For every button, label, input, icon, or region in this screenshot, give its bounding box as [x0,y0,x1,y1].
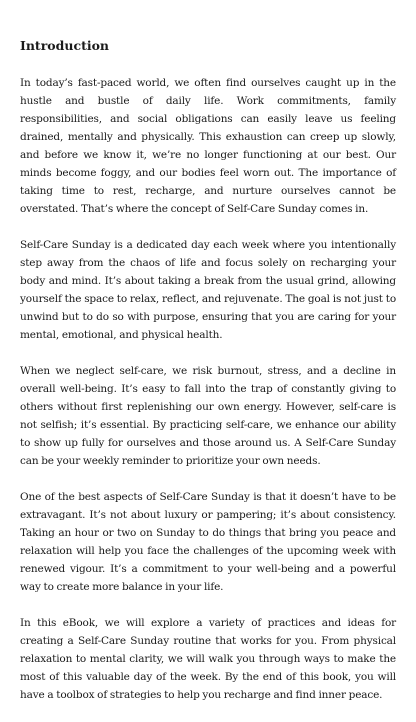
section-heading: Introduction [20,38,110,53]
paragraph-5: In this eBook, we will explore a variety of practices and ideas for creating a Self-Care Sunday routine that works for you. From physical relaxation to mental clarity, we will walk you through ways to make the most of this valuable day of the week. By the end of this book, you will have a toolbox of strategies to help you recharge and find inner peace. [20,617,396,701]
paragraph-1: In today’s fast-paced world, we often find ourselves caught up in the hustle and bustle of daily life. Work commitments, family responsibilities, and social obligations can easily leave us feeling drained, mentally and physically. This exhaustion can creep up slowly, and before we know it, we’re no longer functioning at our best. Our minds become foggy, and our bodies feel worn out. The importance of taking time to rest, recharge, and nurture ourselves cannot be overstated. That’s where the concept of Self-Care Sunday comes in. [20,77,396,215]
paragraph-3: When we neglect self-care, we risk burnout, stress, and a decline in overall well-being. It’s easy to fall into the trap of constantly giving to others without first replenishing our own energy. However, self-care is not selfish; it’s essential. By practicing self-care, we enhance our ability to show up fully for ourselves and those around us. A Self-Care Sunday can be your weekly reminder to prioritize your own needs. [20,365,396,467]
document-page [20,37,396,722]
paragraph-2: Self-Care Sunday is a dedicated day each week where you intentionally step away from the chaos of life and focus solely on recharging your body and mind. It’s about taking a break from the usual grind, allowing yourself the space to relax, reflect, and rejuvenate. The goal is not just to unwind but to do so with purpose, ensuring that you are caring for your mental, emotional, and physical health. [20,239,396,341]
paragraph-4: One of the best aspects of Self-Care Sunday is that it doesn’t have to be extravagant. It’s not about luxury or pampering; it’s about consistency. Taking an hour or two on Sunday to do things that bring you peace and relaxation will help you face the challenges of the upcoming week with renewed vigour. It’s a commitment to your well-being and a powerful way to create more balance in your life. [20,491,396,593]
